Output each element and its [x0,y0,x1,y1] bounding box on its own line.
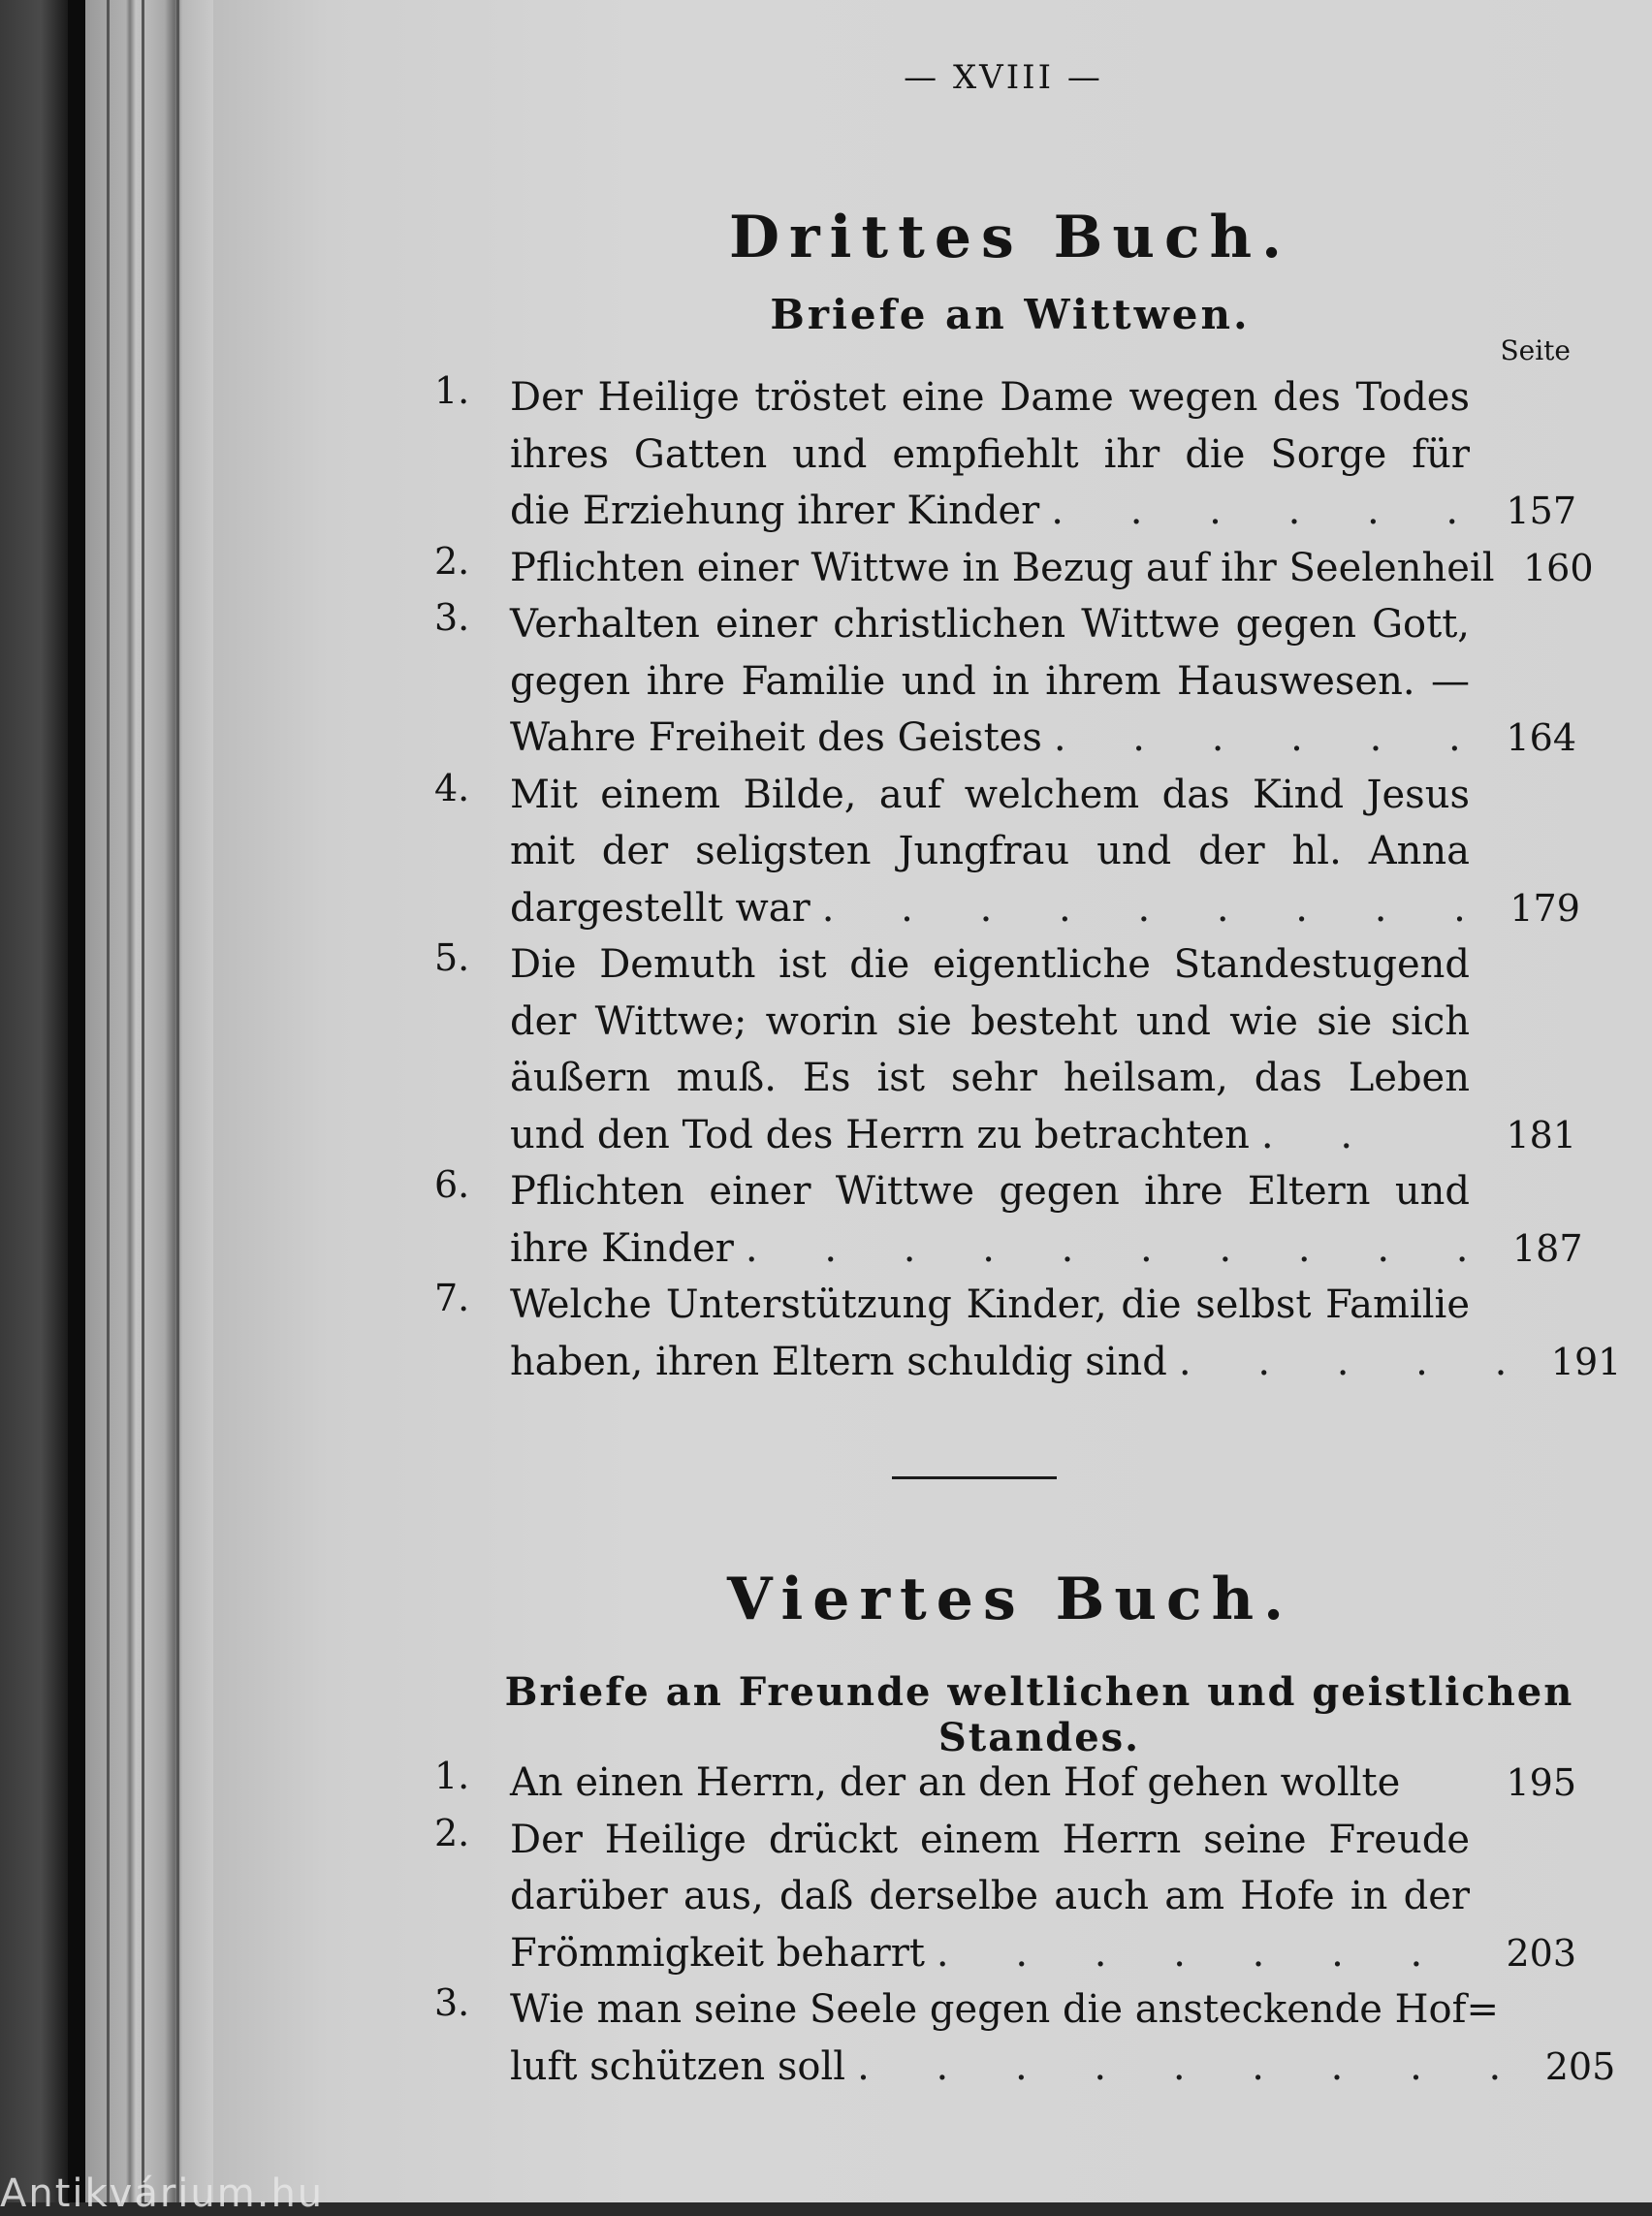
book4-subtitle: Briefe an Freunde weltlichen und geistlichen Standes. [504,1669,1574,1760]
toc-entry-number: 2. [434,539,470,583]
toc-entry-text: Frömmigkeit beharrt [510,1930,925,1976]
leader-dots: . . . . . . [1053,715,1488,760]
toc-entry-text: der Wittwe; worin sie besteht und wie sie sich [510,998,1470,1044]
watermark: Antikvárium.hu [0,2171,325,2216]
toc-entry-number: 7. [434,1277,470,1319]
page-edge-left [0,0,68,2202]
seite-label: Seite [1500,334,1571,366]
toc-book3 [434,369,1622,1390]
toc-entry-text: mit der seligsten Jungfrau und der hl. Anna [510,829,1470,873]
leader-dots: . . . . . [1178,1339,1535,1384]
toc-entry-text: Der Heilige tröstet eine Dame wegen des Todes [510,375,1470,420]
page-number: 157 [1506,490,1576,532]
page-number: 195 [1506,1761,1576,1804]
toc-entry [434,1163,1583,1277]
section-divider [892,1476,1057,1479]
toc-entry-number: 2. [434,1811,470,1854]
book-spine [68,0,213,2202]
toc-entry [434,936,1576,1163]
toc-entry-final-line [510,1334,1622,1391]
toc-entry-final-line [510,540,1594,597]
toc-entry-final-line [510,710,1576,767]
toc-entry-text: und den Tod des Herrn zu betrachten [510,1112,1250,1157]
toc-entry-text: Die Demuth ist die eigentliche Standestugend [510,942,1470,987]
toc-entry [434,596,1576,767]
toc-entry-number: 1. [434,1755,470,1797]
leader-dots: . . . . . . . . . [857,2043,1529,2089]
toc-entry-text: Pflichten einer Wittwe in Bezug auf ihr Seelenheil [510,545,1495,590]
toc-entry-text: Der Heilige drückt einem Herrn seine Freude [510,1817,1470,1862]
toc-entry [434,766,1580,937]
running-head: — XVIII — [904,58,1103,97]
toc-entry-text: Welche Unterstützung Kinder, die selbst Familie [510,1282,1470,1327]
toc-entry-text: luft schützen soll [510,2043,846,2089]
toc-entry-text: äußern muß. Es ist sehr heilsam, das Leben [510,1056,1470,1100]
page-number: 181 [1506,1113,1576,1156]
book-page [213,0,1652,2202]
toc-entry-number: 1. [434,369,470,412]
toc-entry-text: die Erziehung ihrer Kinder [510,489,1040,533]
toc-entry-number: 6. [434,1163,470,1206]
toc-entry-text: dargestellt war [510,885,810,931]
page-number: 191 [1550,1340,1622,1383]
book3-title: Drittes Buch. [728,204,1292,271]
toc-entry-text: Mit einem Bilde, auf welchem das Kind Jesus [510,772,1470,817]
toc-entry-text: gegen ihre Familie und in ihrem Hauswesen. — [510,658,1470,704]
leader-dots: . . [1260,1112,1381,1157]
leader-dots: . . . . . . [1051,489,1486,533]
toc-entry-text: darüber aus, daß derselbe auch am Hofe in der [510,1874,1470,1918]
page-number: 179 [1509,886,1580,930]
toc-entry-number: 4. [434,766,470,809]
toc-entry-final-line [510,2039,1616,2096]
toc-entry-final-line [510,1220,1583,1278]
toc-entry-text: ihres Gatten und empfiehlt ihr die Sorge für [510,431,1470,477]
toc-entry [434,1812,1576,1982]
toc-entry [434,369,1576,540]
toc-entry [434,1981,1616,2095]
leader-dots: . . . . . . . . . . [745,1225,1496,1271]
toc-entry [434,539,1594,597]
leader-dots: . . . . . . . . . [821,885,1493,931]
page-number: 203 [1506,1931,1576,1975]
toc-entry [434,1755,1576,1812]
toc-entry [434,1277,1622,1390]
toc-entry-text: Wie man seine Seele gegen die ansteckende Hof= [510,1987,1499,2032]
toc-entry-text: Pflichten einer Wittwe gegen ihre Eltern und [510,1169,1470,1214]
toc-entry-final-line [510,880,1580,937]
toc-entry-text: An einen Herrn, der an den Hof gehen wollte [510,1760,1401,1805]
toc-entry-number: 3. [434,596,470,639]
toc-entry-text: Verhalten einer christlichen Wittwe gegen Gott, [510,602,1470,647]
leader-dots: . . . . . . . [936,1930,1450,1976]
page-number: 205 [1544,2044,1616,2088]
toc-entry-number: 5. [434,936,470,979]
toc-entry-text: ihre Kinder [510,1225,734,1271]
toc-entry-final-line [510,1755,1576,1812]
page-number: 187 [1511,1226,1583,1270]
toc-entry-text: haben, ihren Eltern schuldig sind [510,1339,1167,1384]
page-number: 164 [1506,716,1576,759]
toc-book4 [434,1755,1616,2095]
toc-entry-text: Wahre Freiheit des Geistes [510,715,1042,760]
book3-subtitle: Briefe an Wittwen. [770,291,1251,338]
book4-title: Viertes Buch. [726,1566,1293,1633]
page-number: 160 [1522,546,1594,589]
toc-entry-final-line [510,483,1576,540]
toc-entry-final-line [510,1107,1576,1164]
toc-entry-number: 3. [434,1981,470,2024]
toc-entry-final-line [510,1925,1576,1982]
